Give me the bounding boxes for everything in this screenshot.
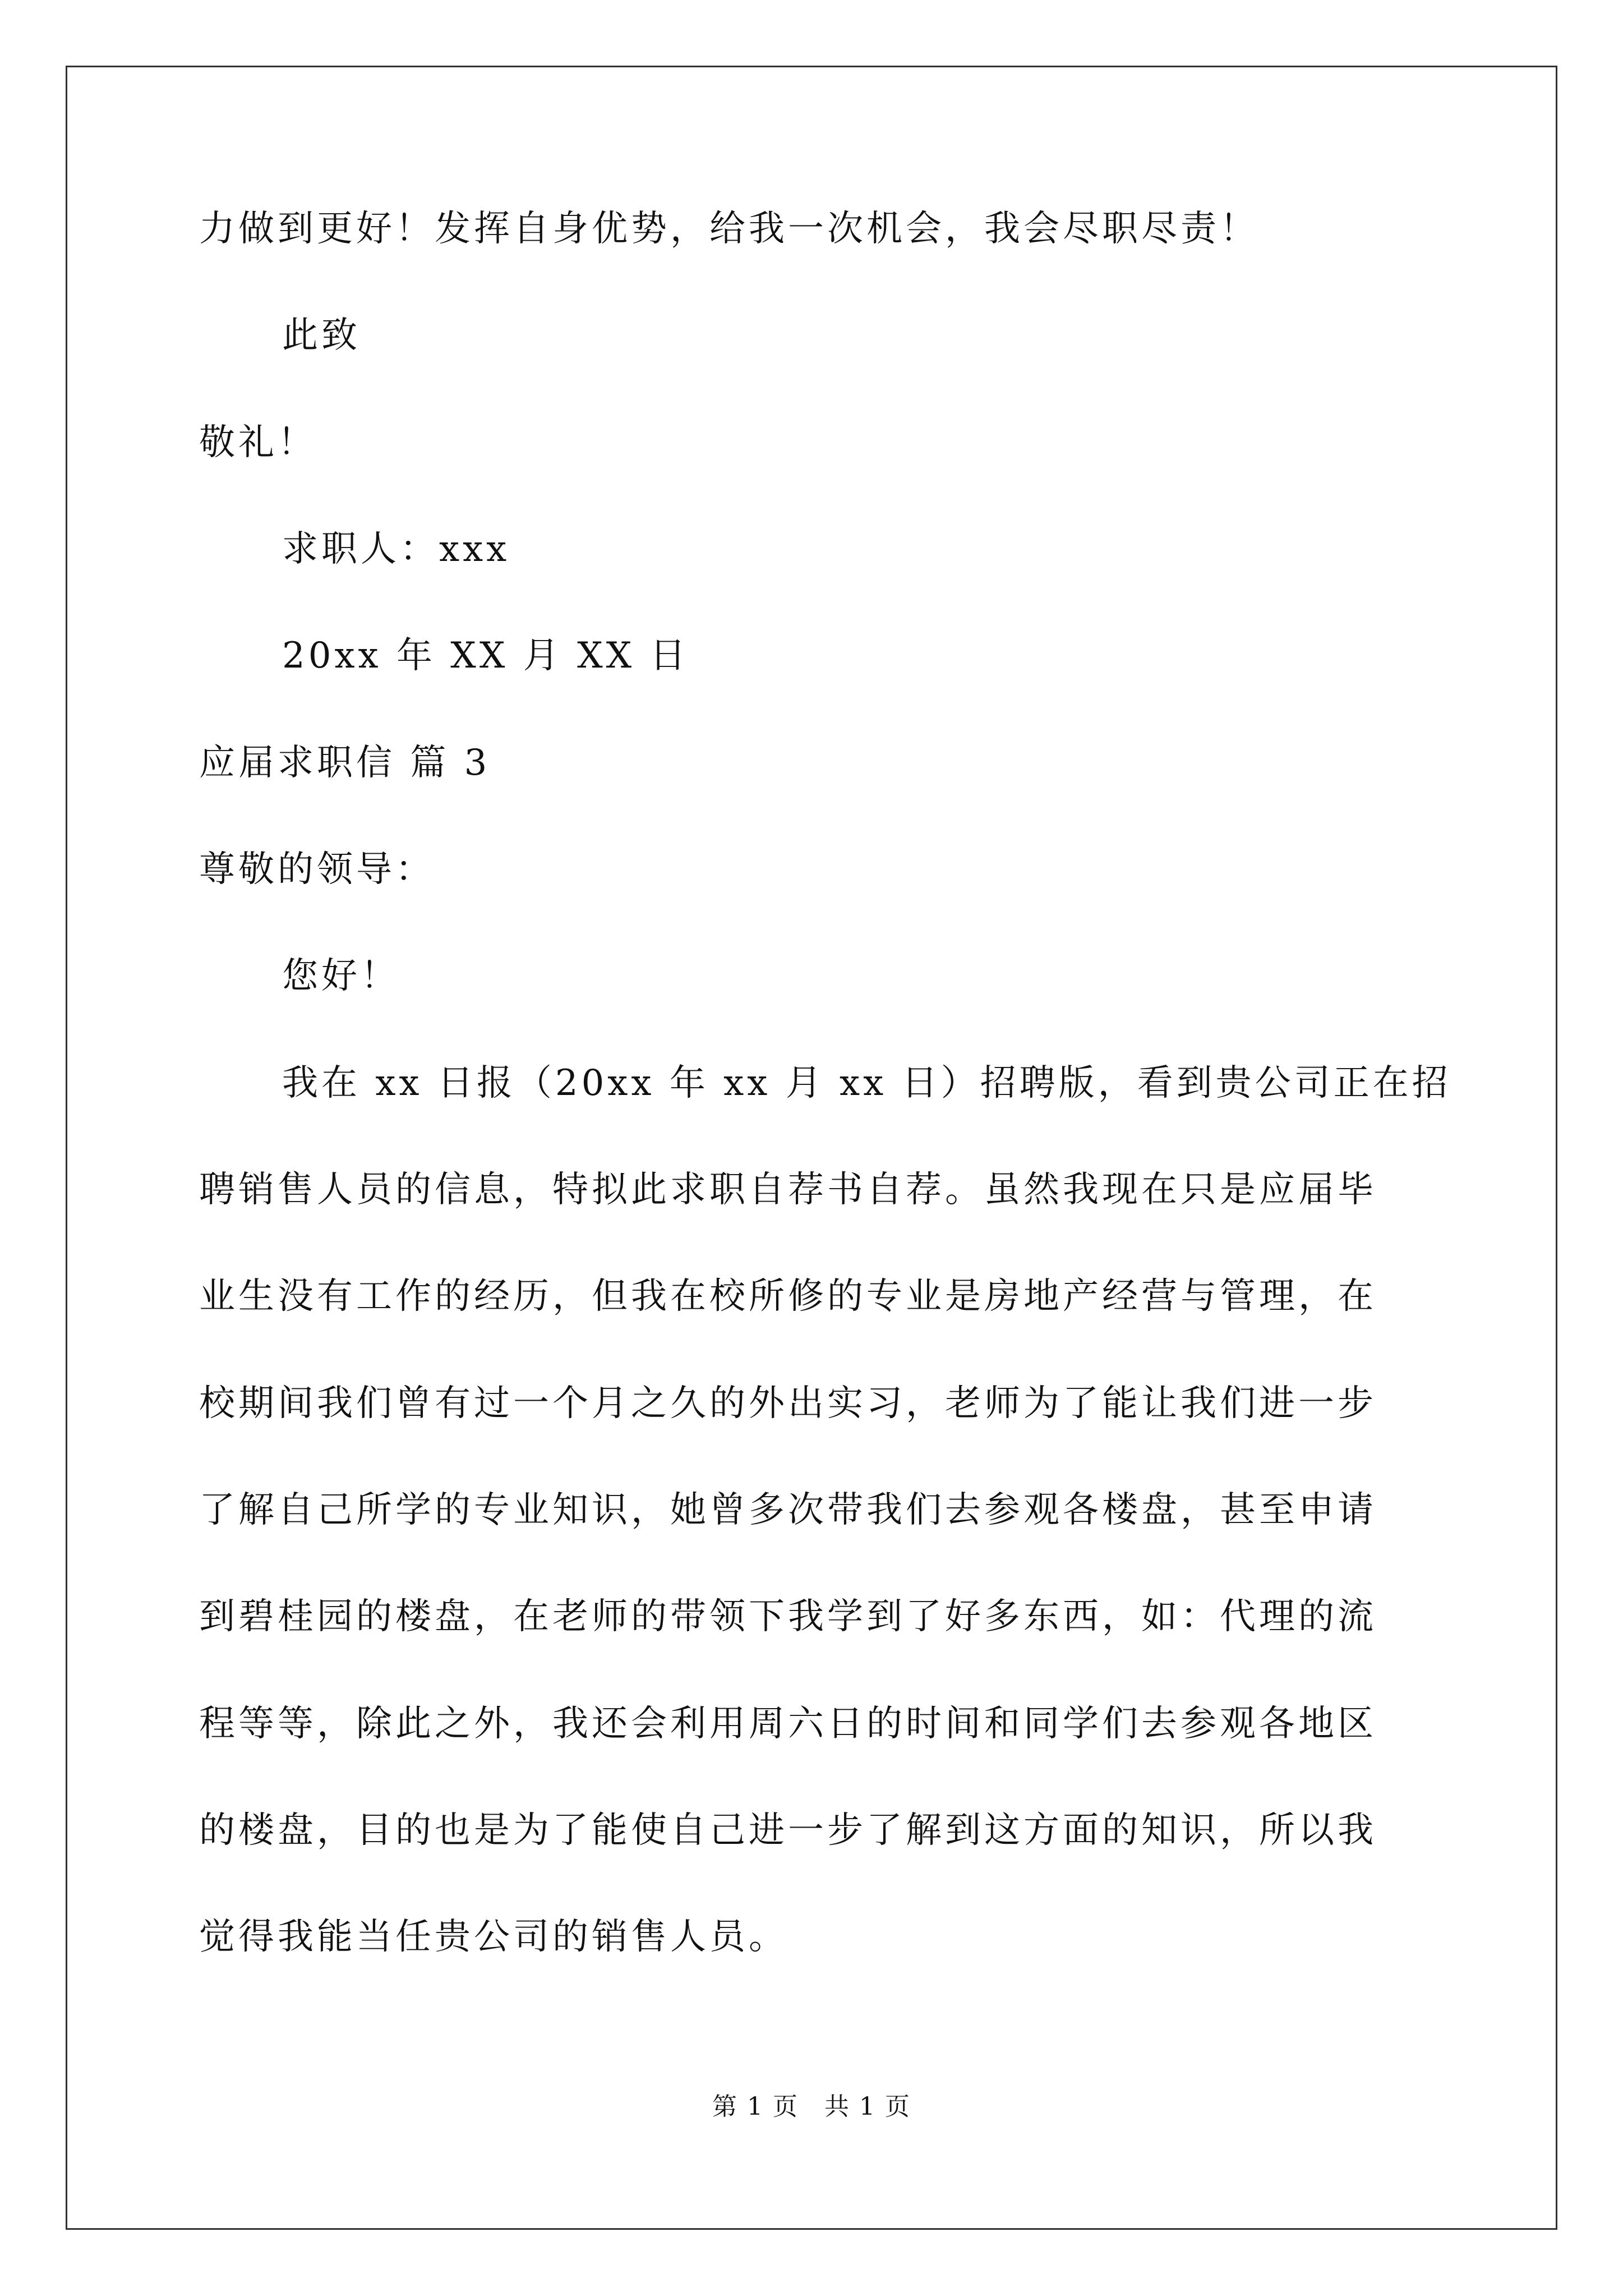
page-frame xyxy=(66,66,1557,2230)
salutation-jingli: 敬礼！ xyxy=(199,422,317,463)
body-line-3: 业生没有工作的经历，但我在校所修的专业是房地产经营与管理，在 xyxy=(199,1276,1377,1317)
salutation-cizhi: 此致 xyxy=(282,315,361,356)
signature-date: 20xx 年 XX 月 XX 日 xyxy=(282,635,689,677)
body-line-6: 到碧桂园的楼盘，在老师的带领下我学到了好多东西，如：代理的流 xyxy=(199,1596,1377,1637)
body-line-5: 了解自己所学的专业知识，她曾多次带我们去参观各楼盘，甚至申请 xyxy=(199,1489,1377,1531)
greeting-hello: 您好！ xyxy=(282,955,400,997)
closing-paragraph-line: 力做到更好！发挥自身优势，给我一次机会，我会尽职尽责！ xyxy=(199,208,1259,250)
applicant-signature: 求职人：xxx xyxy=(282,528,510,570)
body-line-1: 我在 xx 日报（20xx 年 xx 月 xx 日）招聘版，看到贵公司正在招 xyxy=(282,1062,1451,1104)
section-heading: 应届求职信 篇 3 xyxy=(199,742,491,784)
body-line-7: 程等等，除此之外，我还会利用周六日的时间和同学们去参观各地区 xyxy=(199,1703,1377,1745)
body-line-4: 校期间我们曾有过一个月之久的外出实习，老师为了能让我们进一步 xyxy=(199,1383,1377,1424)
page-footer: 第 1 页 共 1 页 xyxy=(712,2092,911,2121)
greeting-recipient: 尊敬的领导： xyxy=(199,849,435,890)
body-line-2: 聘销售人员的信息，特拟此求职自荐书自荐。虽然我现在只是应届毕 xyxy=(199,1169,1377,1211)
body-line-9: 觉得我能当任贵公司的销售人员。 xyxy=(199,1916,788,1958)
body-line-8: 的楼盘，目的也是为了能使自己进一步了解到这方面的知识，所以我 xyxy=(199,1810,1377,1851)
